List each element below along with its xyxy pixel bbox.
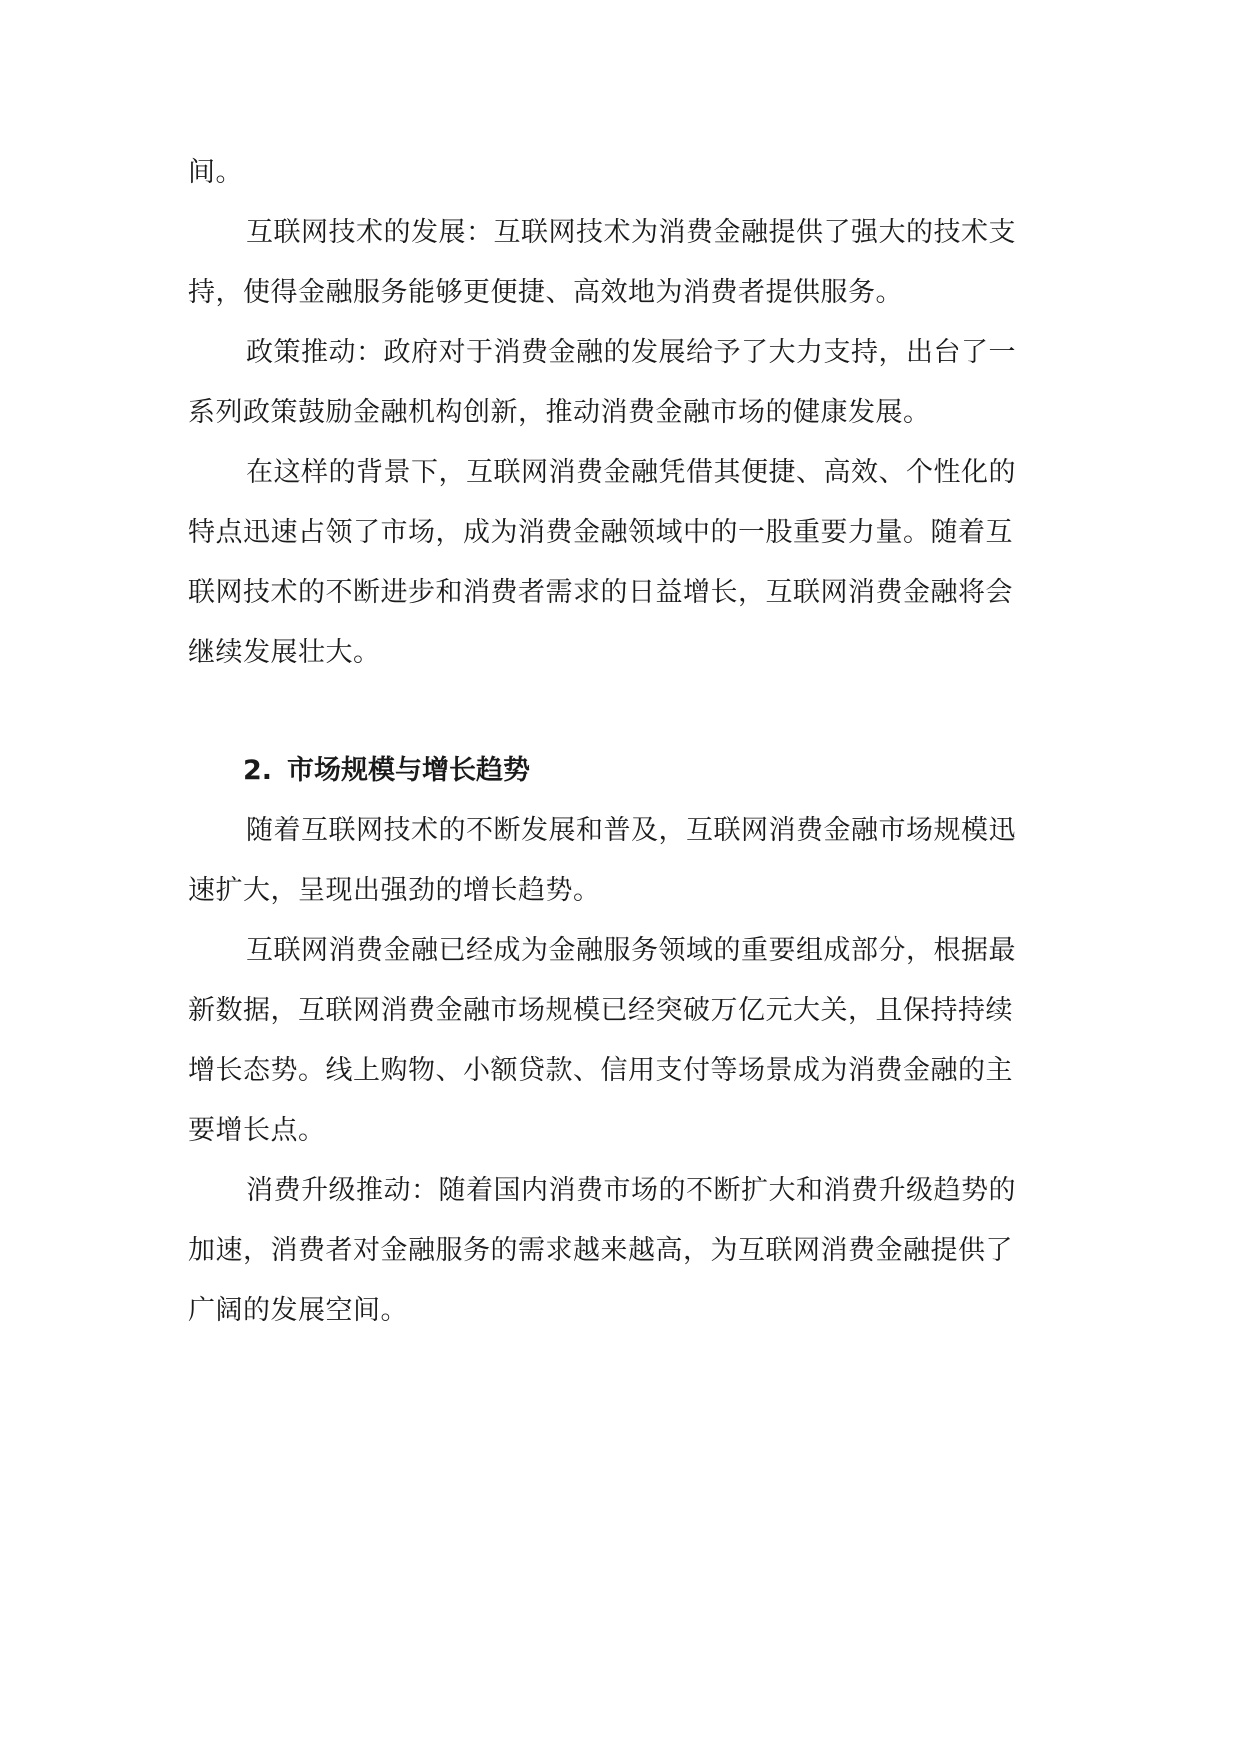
- text-line: 要增长点。: [188, 1115, 326, 1146]
- section-number: 2.: [243, 755, 273, 786]
- text-line: 在这样的背景下，互联网消费金融凭借其便捷、高效、个性化的: [246, 457, 1016, 488]
- paragraph: [188, 443, 1058, 683]
- text-line: 广阔的发展空间。: [188, 1295, 408, 1326]
- text-line: 消费升级推动：随着国内消费市场的不断扩大和消费升级趋势的: [246, 1175, 1016, 1206]
- text-line: 持，使得金融服务能够更便捷、高效地为消费者提供服务。: [188, 277, 903, 308]
- text-line: 随着互联网技术的不断发展和普及，互联网消费金融市场规模迅: [246, 815, 1016, 846]
- text-line: 增长态势。线上购物、小额贷款、信用支付等场景成为消费金融的主: [188, 1055, 1013, 1086]
- section-title: 市场规模与增长趋势: [287, 755, 530, 786]
- document-body: [188, 143, 1058, 1341]
- text-line: 政策推动：政府对于消费金融的发展给予了大力支持，出台了一: [246, 337, 1016, 368]
- text-line: 加速，消费者对金融服务的需求越来越高，为互联网消费金融提供了: [188, 1235, 1013, 1266]
- paragraph: [188, 921, 1058, 1161]
- text-line: 继续发展壮大。: [188, 637, 381, 668]
- paragraph: [188, 1161, 1058, 1341]
- text-line: 速扩大，呈现出强劲的增长趋势。: [188, 875, 601, 906]
- paragraph: [188, 323, 1058, 443]
- text-line: 互联网消费金融已经成为金融服务领域的重要组成部分，根据最: [246, 935, 1016, 966]
- text-line: 特点迅速占领了市场，成为消费金融领域中的一股重要力量。随着互: [188, 517, 1013, 548]
- paragraph: [188, 143, 1058, 203]
- section-heading: [188, 741, 1058, 801]
- text-line: 间。: [188, 157, 243, 188]
- text-line: 联网技术的不断进步和消费者需求的日益增长，互联网消费金融将会: [188, 577, 1013, 608]
- text-line: 互联网技术的发展：互联网技术为消费金融提供了强大的技术支: [246, 217, 1016, 248]
- text-line: 新数据，互联网消费金融市场规模已经突破万亿元大关，且保持持续: [188, 995, 1013, 1026]
- paragraph: [188, 203, 1058, 323]
- text-line: 系列政策鼓励金融机构创新，推动消费金融市场的健康发展。: [188, 397, 931, 428]
- paragraph: [188, 801, 1058, 921]
